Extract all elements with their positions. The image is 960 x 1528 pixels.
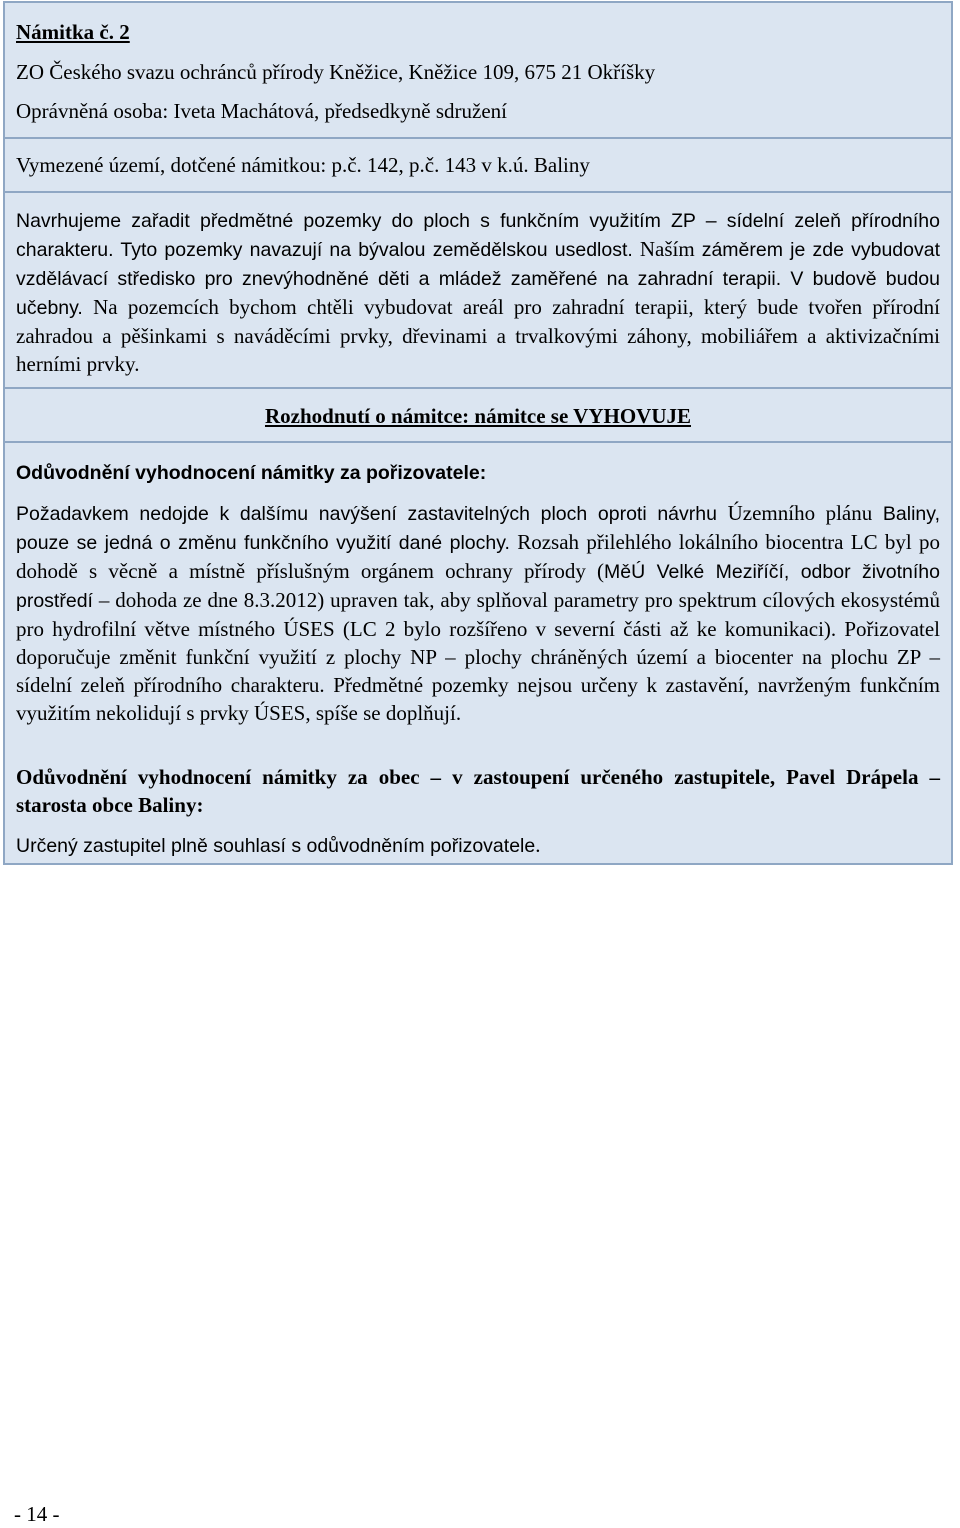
reason-text-part-6: – dohoda ze dne 8.3.2012) upraven tak, aby splňoval parametry pro spektrum cílových ekosystémů pro hydrofilní větve místného ÚSES (LC 2 bylo rozšířeno v severní části až ke komunikaci). Pořizovatel doporučuje změnit funkční využití z plochy NP – plochy chráněných území a biocenter na plochu ZP – sídelní zeleň přírodního charakteru. Předmětné pozemky nejsou určeny k zastavění, navrženým funkčním využitím nekolidují s prvky ÚSES, spíše se doplňují.	[16, 588, 940, 725]
obec-reason-heading: Odůvodnění vyhodnocení námitky za obec – v zastoupení určeného zastupitele, Pavel Drápela – starosta obce Baliny:	[16, 765, 940, 817]
reason-text-part-1: Požadavkem nedojde k dalšímu navýšení zastavitelných ploch oproti návrhu	[16, 503, 728, 525]
reason-text-part-5: MěÚ Velké Meziříčí, odbor životního prostředí	[16, 561, 940, 612]
obec-reason-text-part-2: .	[535, 833, 541, 857]
objection-title: Námitka č. 2	[16, 20, 130, 44]
reasoning-section	[5, 441, 951, 863]
proposal-text-part-4: Na pozemcích bychom chtěli vybudovat areál pro zahradní terapii, který bude tvořen přírodní zahradou a pěšinkami s naváděcími prvky, dřevinami a trvalkovými záhony, mobiliářem a aktivizačními herními prvky.	[16, 295, 940, 376]
reason-text	[16, 499, 940, 727]
decision-heading: Rozhodnutí o námitce: námitce se VYHOVUJE	[264, 404, 691, 428]
authorized-person: Oprávněná osoba: Iveta Machátová, předsedkyně sdružení	[16, 99, 507, 123]
proposal-text	[16, 206, 940, 378]
decision-heading-section	[5, 387, 951, 441]
proposal-text-part-1: Navrhujeme zařadit předmětné pozemky do ploch s funkčním využitím ZP – sídelní zeleň přírodního charakteru. Tyto pozemky navazují na bývalou zemědělskou usedlost.	[16, 210, 940, 261]
reason-heading: Odůvodnění vyhodnocení námitky za pořizovatele:	[16, 462, 487, 484]
page-number: - 14 -	[14, 1502, 60, 1526]
reason-text-part-4: Rozsah přilehlého lokálního biocentra LC byl po dohodě s věcně a místně příslušným orgánem ochrany přírody (	[16, 530, 940, 583]
obec-reason-text-part-1: Určený zastupitel plně souhlasí s odůvodněním pořizovatele	[16, 835, 536, 857]
proposal-section	[5, 191, 951, 387]
proposal-text-part-3: záměrem je zde vybudovat vzdělávací středisko pro znevýhodněné děti a mládež zaměřené na zahradní terapii. V budově budou učebny.	[16, 239, 941, 319]
area-section	[5, 137, 951, 191]
reason-text-part-2: Územního plánu	[727, 501, 873, 525]
proposal-text-part-2: Naším	[632, 237, 702, 261]
reason-text-part-3: Baliny, pouze se jedná o změnu funkčního využití dané plochy.	[16, 503, 940, 554]
affected-area: Vymezené území, dotčené námitkou: p.č. 142, p.č. 143 v k.ú. Baliny	[16, 153, 590, 177]
objector-organization: ZO Českého svazu ochránců přírody Kněžice, Kněžice 109, 675 21 Okříšky	[16, 60, 656, 84]
objection-box	[3, 1, 953, 865]
objection-header-section	[5, 3, 951, 137]
obec-reason-text	[16, 831, 940, 860]
